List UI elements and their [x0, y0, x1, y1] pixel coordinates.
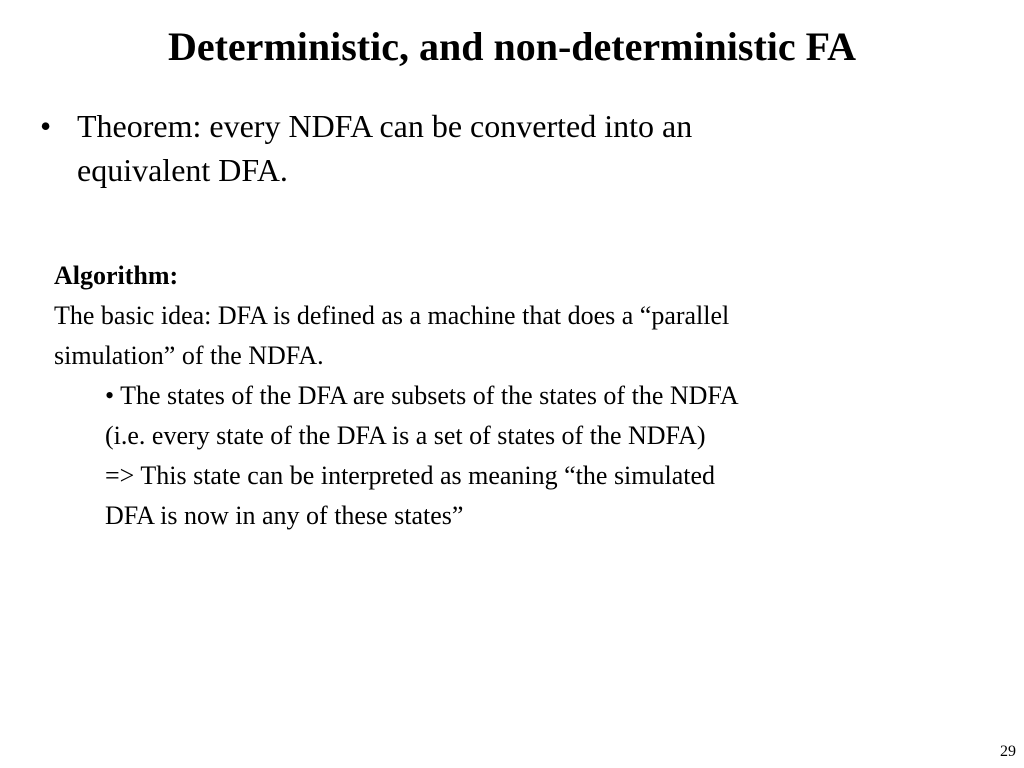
algorithm-sub-line-3: => This state can be interpreted as meaning “the simulated: [105, 461, 716, 490]
algorithm-block: [54, 256, 984, 536]
algorithm-heading: Algorithm:: [54, 261, 179, 290]
algorithm-sub-line-1: • The states of the DFA are subsets of the states of the NDFA: [105, 381, 739, 410]
algorithm-intro-line-1: The basic idea: DFA is defined as a machine that does a “parallel: [54, 301, 730, 330]
page-number: 29: [1000, 743, 1016, 760]
bullet-mark: •: [40, 108, 52, 144]
theorem-line-2: equivalent DFA.: [77, 152, 288, 188]
slide-title: Deterministic, and non-deterministic FA: [167, 24, 857, 69]
algorithm-sub-line-2: (i.e. every state of the DFA is a set of states of the NDFA): [105, 421, 706, 450]
bullet-list: [40, 104, 940, 192]
algorithm-intro-line-2: simulation” of the NDFA.: [54, 341, 324, 370]
theorem-bullet: [40, 104, 940, 192]
theorem-line-1: Theorem: every NDFA can be converted into an: [77, 108, 693, 144]
algorithm-sub-line-4: DFA is now in any of these states”: [105, 501, 464, 530]
